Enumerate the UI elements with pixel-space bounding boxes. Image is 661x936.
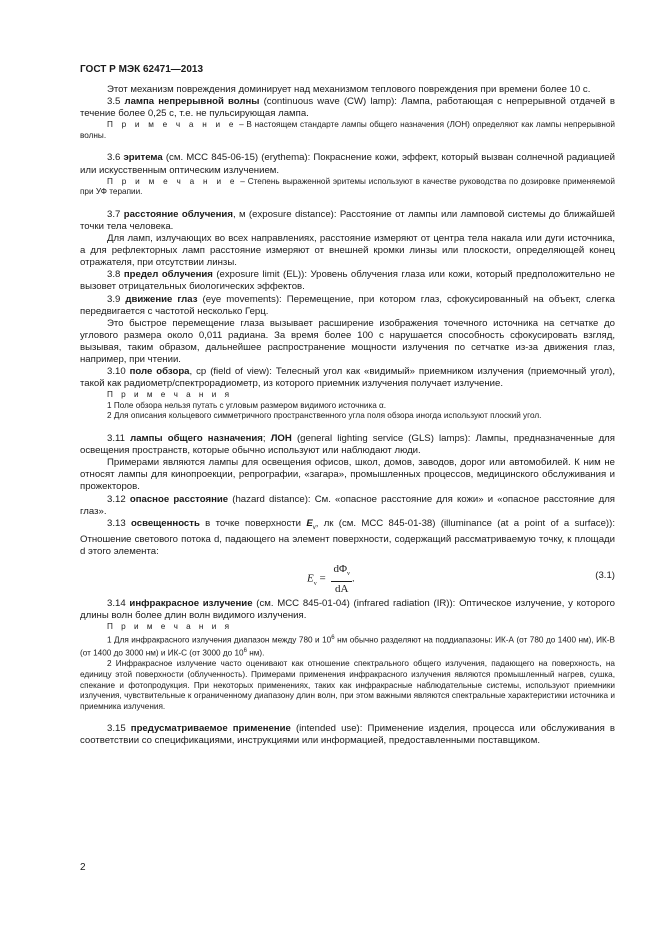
- term-title: расстояние облучения: [123, 208, 233, 220]
- term-title: движение глаз: [125, 293, 198, 305]
- term-title: эритема: [123, 152, 163, 164]
- term-title: лампы общего назначения: [130, 433, 263, 445]
- document-body: [80, 84, 615, 747]
- formula-3-1: [80, 558, 615, 598]
- term-title: предел облучения: [123, 269, 213, 281]
- term-3-6: 3.6 эритема (см. МСС 845-06-15) (erythema): Покраснение кожи, эффект, который вызван солнечной радиацией или искусственным оптическим излучением.: [80, 152, 615, 176]
- formula-fraction: $\frac{d\Phi_v}{dA}$: [333, 562, 350, 596]
- term-3-7: 3.7 расстояние облучения, м (exposure distance): Расстояние от лампы или ламповой системы до ближайшей точки тела человека.: [80, 208, 615, 232]
- term-title: опасное расстояние: [129, 493, 229, 505]
- paragraph-3-11-detail: Примерами являются лампы для освещения офисов, школ, домов, заводов, дорог или автомобилей. К ним не относят лампы для кинопроекции, репрографии, «загара», промышленных процессов, медицинского обслуживания и прожекторов.: [80, 457, 615, 493]
- term-3-5: 3.5 лампа непрерывной волны (continuous wave (CW) lamp): Лампа, работающая с непрерывной отдачей в течение более 0,25 с, т.е. не пульсирующая лампа.: [80, 96, 615, 120]
- paragraph-3-9-detail: Это быстрое перемещение глаза вызывает расширение изображения точечного источника на сетчатке до углового размера около 0,011 радиана. За время более 100 с нарушается способность сфокусировать взгляд, вызывая, таким образом, дальнейшее распространение мощности излучения по сетчатке из-за движения глаз, например, при чтении.: [80, 317, 615, 365]
- symbol-ev: E: [306, 517, 313, 529]
- note-3-5: П р и м е ч а н и е – В настоящем стандарте лампы общего назначения (ЛОН) определяют как лампы непрерывной волны.: [80, 120, 615, 140]
- term-title: инфракрасное излучение: [129, 597, 253, 609]
- note-3-6: П р и м е ч а н и е – Степень выраженной эритемы используют в качестве руководства по дозировке применяемой при УФ терапии.: [80, 176, 615, 197]
- note-3-10-2: 2 Для описания кольцевого симметричного пространственного угла поля обзора иногда используют плоский угол.: [107, 411, 542, 421]
- term-abbr: ЛОН: [270, 433, 292, 445]
- term-title: освещенность: [131, 517, 200, 529]
- term-3-15: 3.15 предусматриваемое применение (intended use): Применение изделия, процесса или обслуживания в соответствии со спецификациями, инструкциями или информацией, предоставленными поставщиком.: [80, 723, 615, 747]
- note-3-10-1: 1 Поле обзора нельзя путать с угловым размером видимого источника α.: [107, 400, 387, 410]
- term-title: лампа непрерывной волны: [124, 96, 260, 108]
- term-3-11: 3.11 лампы общего назначения; ЛОН (general lighting service (GLS) lamps): Лампы, предназначенные для освещения пространств, которые обычно используют или наблюдают люди.: [80, 433, 615, 457]
- formula-expression: $E_v$ = $\frac{d\Phi_v}{dA}$ .: [307, 562, 355, 596]
- term-3-8: 3.8 предел облучения (exposure limit (EL)): Уровень облучения глаза или кожи, который предположительно не вызовет отрицательных биологических эффектов.: [80, 269, 615, 293]
- term-3-10: 3.10 поле обзора, ср (field of view): Телесный угол как «видимый» приемником излучения (приемочный угол), такой как радиометр/спектрорадиометр, из которого приемник излучения получает излучение.: [80, 366, 615, 390]
- formula-number: (3.1): [595, 569, 615, 581]
- paragraph-continuation: Этот механизм повреждения доминирует над механизмом теплового повреждения при времени более 10 с.: [107, 84, 591, 95]
- note-3-14-2: 2 Инфракрасное излучение часто оценивают как отношение спектрального общего излучения, падающего на поверхность, на единицу этой поверхности (облученность). Примерами применения инфракрасного излучения являются промышленный нагрев, сушка, спекание и фотопродукция. При некоторых применениях, таких как инфракрасные наблюдательные системы, используют приемники излучения, чувствительные к ограниченному диапазону длин волн, при этом важными являются спектральные характеристики источника и приемника излучения.: [80, 659, 615, 711]
- notes-3-10-label: П р и м е ч а н и я: [107, 390, 233, 400]
- note-3-14-1: 1 Для инфракрасного излучения диапазон между 780 и $10^6$ нм обычно разделяют на поддиапазоны: ИК-А (от 780 до 1400 нм), ИК-В (от 1400 до 3000 нм) и ИК-С (от 3000 до $10^6$ нм).: [80, 634, 615, 658]
- page-number: 2: [80, 862, 86, 873]
- paragraph-3-7-detail: Для ламп, излучающих во всех направлениях, расстояние измеряют от центра тела накала или дуги источника, а для рефлекторных ламп расстояние измеряют от внешней кромки линзы или плоскости, определяющей конец отражателя, при отсутствии линзы.: [80, 233, 615, 269]
- notes-3-14-label: П р и м е ч а н и я: [107, 622, 233, 632]
- term-3-12: 3.12 опасное расстояние (hazard distance): См. «опасное расстояние для кожи» и «опасное расстояние для глаз».: [80, 493, 615, 517]
- term-title: поле обзора: [129, 366, 190, 378]
- term-3-13: 3.13 освещенность в точке поверхности $E_v$, лк (см. МСС 845-01-38) (illuminance (at a point of a surface)): Отношение светового потока d, падающего на элемент поверхности, содержащий рассматриваемую точку, к площади d этого элемента:: [80, 517, 615, 557]
- document-header: ГОСТ Р МЭК 62471—2013: [80, 64, 204, 75]
- term-3-9: 3.9 движение глаз (eye movements): Перемещение, при котором глаз, сфокусированный на объект, слегка передвигается с частотой несколько Герц.: [80, 293, 615, 317]
- term-3-14: 3.14 инфракрасное излучение (см. МСС 845-01-04) (infrared radiation (IR)): Оптическое излучение, у которого длины волн более длин волн видимого излучения.: [80, 597, 615, 621]
- term-title: предусматриваемое применение: [130, 723, 291, 735]
